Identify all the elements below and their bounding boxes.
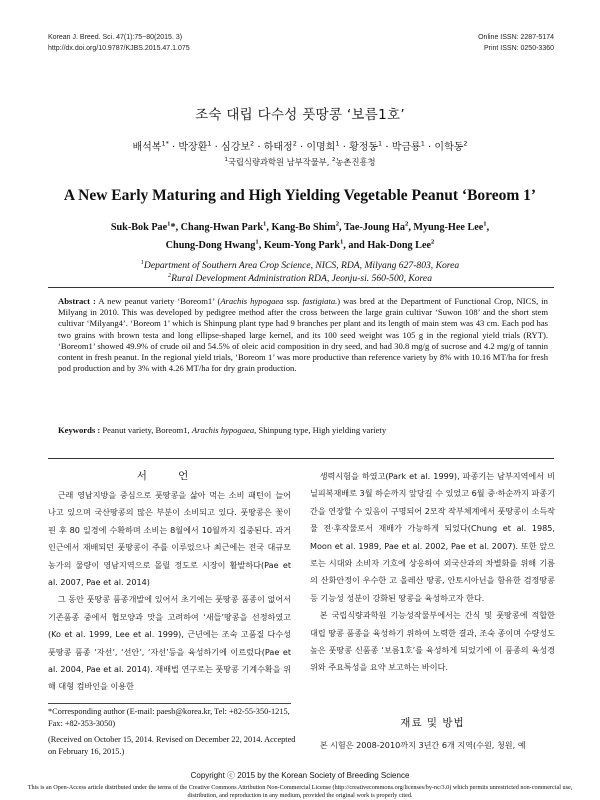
methods-heading: 재료 및 방법 [400,717,465,729]
author-separator: · [339,142,350,153]
methods-paragraph [310,737,555,754]
left-paragraph: 그 동안 풋땅콩 품종개발에 있어서 초기에는 풋땅콩 품종이 없어서 기존품종 중에서 협모양과 맛을 고려하여 ‘새들’땅콩을 선정하였고(Ko et al. 1999, Lee et al. 1999), 근년에는 조숙 고품질 다수성 풋땅콩 품종 ‘자선’, ‘선안’, ‘자선’등을 육성하기에 이르렀다(Pae et al. 2004, Pae et al. 2014). 재배법 연구로는 풋땅콩 기계수확을 위해 대형 컴바인을 이용한 [48,594,291,692]
affil-en-2-line [40,272,560,285]
english-title: A New Early Maturing and High Yielding Vegetable Peanut ‘Boreom 1’ [63,187,537,204]
affil-en-2-marker: 2 [168,271,172,279]
korean-title: 조숙 대립 다수성 풋땅콩 ‘보름1호’ [195,107,405,123]
affil-ko-1-marker: 1 [224,157,228,164]
right-paragraph: 본 국립식량과학원 기능성작물부에서는 간식 및 풋땅콩에 적합한 대립 땅콩 품종을 육성하기 위하여 노력한 결과, 조숙 종이며 수량성도 높은 풋땅콩 신품종 ‘보름1호’를 육성하게 되었기에 이 품종의 육성경위와 주요특성을 요약 보고하는 바이다. [310,610,555,673]
abstract-label: Abstract : [58,296,96,306]
korean-author-affil-marker: 1 [420,139,425,148]
keywords-species: Arachis hypogaea [191,425,255,435]
english-author: Chang-Hwan Park$^1$ [180,220,267,233]
abstract-text-3: ) was bred at the Department of Functional Crop, NICS, in Milyang in 2010. This was developed by pedigree method after the cross between the large grain cultivar ‘Suwon 108’ and the short stem cultivar ‘Milyang4’. ‘Boreom 1’ which is Shinpung plant type had 9 branches per plant and its length of main stem was 43 cm. Each pod has two grains with brown testa and long ellipse-shaped large kernel, and its 100 seed weight was 105 g in the regional yield trials (RYT). ‘Boreom1’ showed 49.9% of crude oil and 54.5% of oleic acid composition in dry seed, and had 30.8 mg/g of sucrose and 4.2 mg/g of tannin content in fresh peanut. In the regional yield trials, ‘Boreom 1’ was more productive than reference variety by 8% with 10.16 MT/ha for fresh pod production and by 3% with 4.26 MT/ha for dry grain production. [58,296,548,374]
english-author-affil-marker: 2 [335,220,340,228]
received-dates: (Received on October 15, 2014. Revised on December 22, 2014. Accepted on February 16, 2015.) [48,735,296,756]
korean-authors [0,138,600,153]
english-authors-line-1 [40,219,560,237]
abstract [58,296,548,374]
author-punctuation: , [339,222,344,233]
author-separator: · [254,142,264,153]
affil-en-2: Rural Development Administration RDA, Jeonju-si. 560-500, Korea [171,273,432,284]
korean-author-affil-marker: 1 [378,139,383,148]
author-punctuation: , [266,222,272,233]
keywords-text-1: Peanut variety, Boreom1, [100,425,192,435]
affil-en-1-marker: 1 [140,258,144,266]
abstract-subspecies: fastigiata. [302,296,338,306]
journal-header-right [478,32,554,54]
right-paragraph: 생력시험을 하였고(Park et al. 1999), 파종기는 남부지역에서 비닐피복재배로 3월 하순까지 앞당길 수 있었고 6월 중·하순까지 파종기간을 연장할 수 있음이 구명되어 2모작 작부체계에서 풋땅콩이 소득작물 전·후작물로서 재배가 가능하게 되었다(Chung et al. 1985, Moon et al. 1989, Pae et al. 2002, Pae et al. 2007). 또한 앞으로는 시대와 소비자 기호에 상응하여 외국산과의 차별화를 위해 기름의 산화안정이 우수한 고 올레산 땅콩, 안토시아닌을 함유한 검정땅콩 등 기능성 성분이 강화된 땅콩을 육성하고자 한다. [310,471,555,603]
author-punctuation: , and [343,240,368,251]
intro-heading: 서 언 [136,470,203,482]
journal-reference: Korean J. Breed. Sci. 47(1):75~80(2015. 3) [48,34,183,41]
affil-ko-2: 농촌진흥청 [335,157,376,167]
korean-author-affil-marker: 1* [161,139,169,148]
online-issn: Online ISSN: 2287-5174 [478,34,554,41]
abstract-text-2: ssp. [283,296,303,306]
korean-affiliations [0,156,600,168]
keywords [58,425,548,436]
english-author: Hak-Dong Lee$^2$ [367,238,435,251]
corresponding-author: *Corresponding author (E-mail: paesb@korea.kr, Tel: +82-55-350-1215, Fax: +82-353-3050) [48,707,290,728]
english-author: Suk-Bok Pae$^1$ [110,220,171,233]
korean-author: 이학동$^2$ [434,139,468,153]
author-separator: · [296,142,307,153]
affil-ko-1: 국립식량과학원 남부작물부, [227,157,332,167]
english-author: Keum-Yong Park$^1$ [263,238,344,251]
korean-author: 하태정$^2$ [263,139,297,153]
author-punctuation: , [486,222,490,233]
english-author-affil-marker: 1 [255,238,259,246]
korean-author-affil-marker: 1 [207,139,212,148]
author-separator: · [424,142,435,153]
author-punctuation: *, [170,222,181,233]
right-column [310,468,555,677]
english-authors-line-2 [40,237,560,255]
journal-header-left [48,32,190,54]
korean-author-affil-marker: 2 [250,139,255,148]
left-paragraph: 근래 영남지방을 중심으로 풋땅콩을 삶아 먹는 소비 패턴이 늘어 나고 있으며 국산땅콩의 많은 부분이 소비되고 있다. 풋땅콩은 꽃이 핀 후 80 일경에 수확하며 소비는 8월에서 10월까지 집중된다. 과거 인근에서 재배되던 풋땅콩이 주를 이루었으나 최근에는 전국 대규모 농가의 물량이 영남지역으로 몰릴 정도로 시장이 활발하다(Pae et al. 2007, Pae et al. 2014) [48,490,291,588]
abstract-species: Arachis hypogaea [220,296,284,306]
affil-en-1-line [40,259,560,272]
methods-text: 본 시험은 2008-2010까지 3년간 6개 지역(수원, 청원, 예 [319,740,526,750]
english-author: Myung-Hee Lee$^1$ [413,220,487,233]
korean-author: 심강보$^2$ [221,139,255,153]
author-separator: · [211,142,222,153]
english-author-affil-marker: 2 [431,238,435,246]
abstract-text-1: A new peanut variety ‘Boreom1’ ( [95,296,221,306]
korean-author: 박금룡$^1$ [391,139,425,153]
korean-author-affil-marker: 2 [292,139,297,148]
korean-author: 황정동$^1$ [349,139,383,153]
korean-author: 이명희$^1$ [306,139,340,153]
korean-author: 박장환$^1$ [178,139,212,153]
affil-en-1: Department of Southern Area Crop Science, NICS, RDA, Milyang 627-803, Korea [143,260,460,271]
english-author: Kang-Bo Shim$^2$ [271,220,340,233]
author-separator: · [382,142,392,153]
english-author: Tae-Joung Ha$^2$ [343,220,409,233]
english-author-affil-marker: 1 [167,220,171,228]
english-author-affil-marker: 2 [405,220,409,228]
license-notice: This is an Open-Access article distributed under the terms of the Creative Commons Attribution Non-Commercial License (http://creativecommons.org/licenses/by-nc/3.0) which permits unrestricted non-commercial use, distribution, and reproduction in any medium, provided the original work is properly cited. [27,784,573,799]
left-column [48,487,291,696]
footnote [48,706,296,757]
author-separator: · [168,142,179,153]
print-issn: Print ISSN: 0250-3360 [483,45,554,52]
english-author-affil-marker: 1 [263,220,267,228]
keywords-label: Keywords : [58,425,101,435]
footnote-rule [48,703,291,704]
doi-link[interactable]: http://dx.doi.org/10.9787/KJBS.2015.47.1.075 [48,45,190,52]
copyright-notice: Copyright ⓒ 2015 by the Korean Society of Breeding Science [190,771,410,780]
korean-author-affil-marker: 1 [335,139,340,148]
english-authors [40,219,560,255]
english-author-affil-marker: 1 [483,220,487,228]
affil-ko-2-marker: 2 [332,157,336,164]
english-author: Chung-Dong Hwang$^1$ [165,238,259,251]
abstract-box [48,287,554,459]
author-punctuation: , [408,222,414,233]
korean-author-affil-marker: 2 [463,139,468,148]
english-author-affil-marker: 1 [339,238,344,246]
keywords-text-2: , Shinpung type, High yielding variety [254,425,387,435]
korean-author: 배석복$^{1*}$ [132,139,169,153]
author-punctuation: , [258,240,264,251]
english-affiliations [40,259,560,285]
